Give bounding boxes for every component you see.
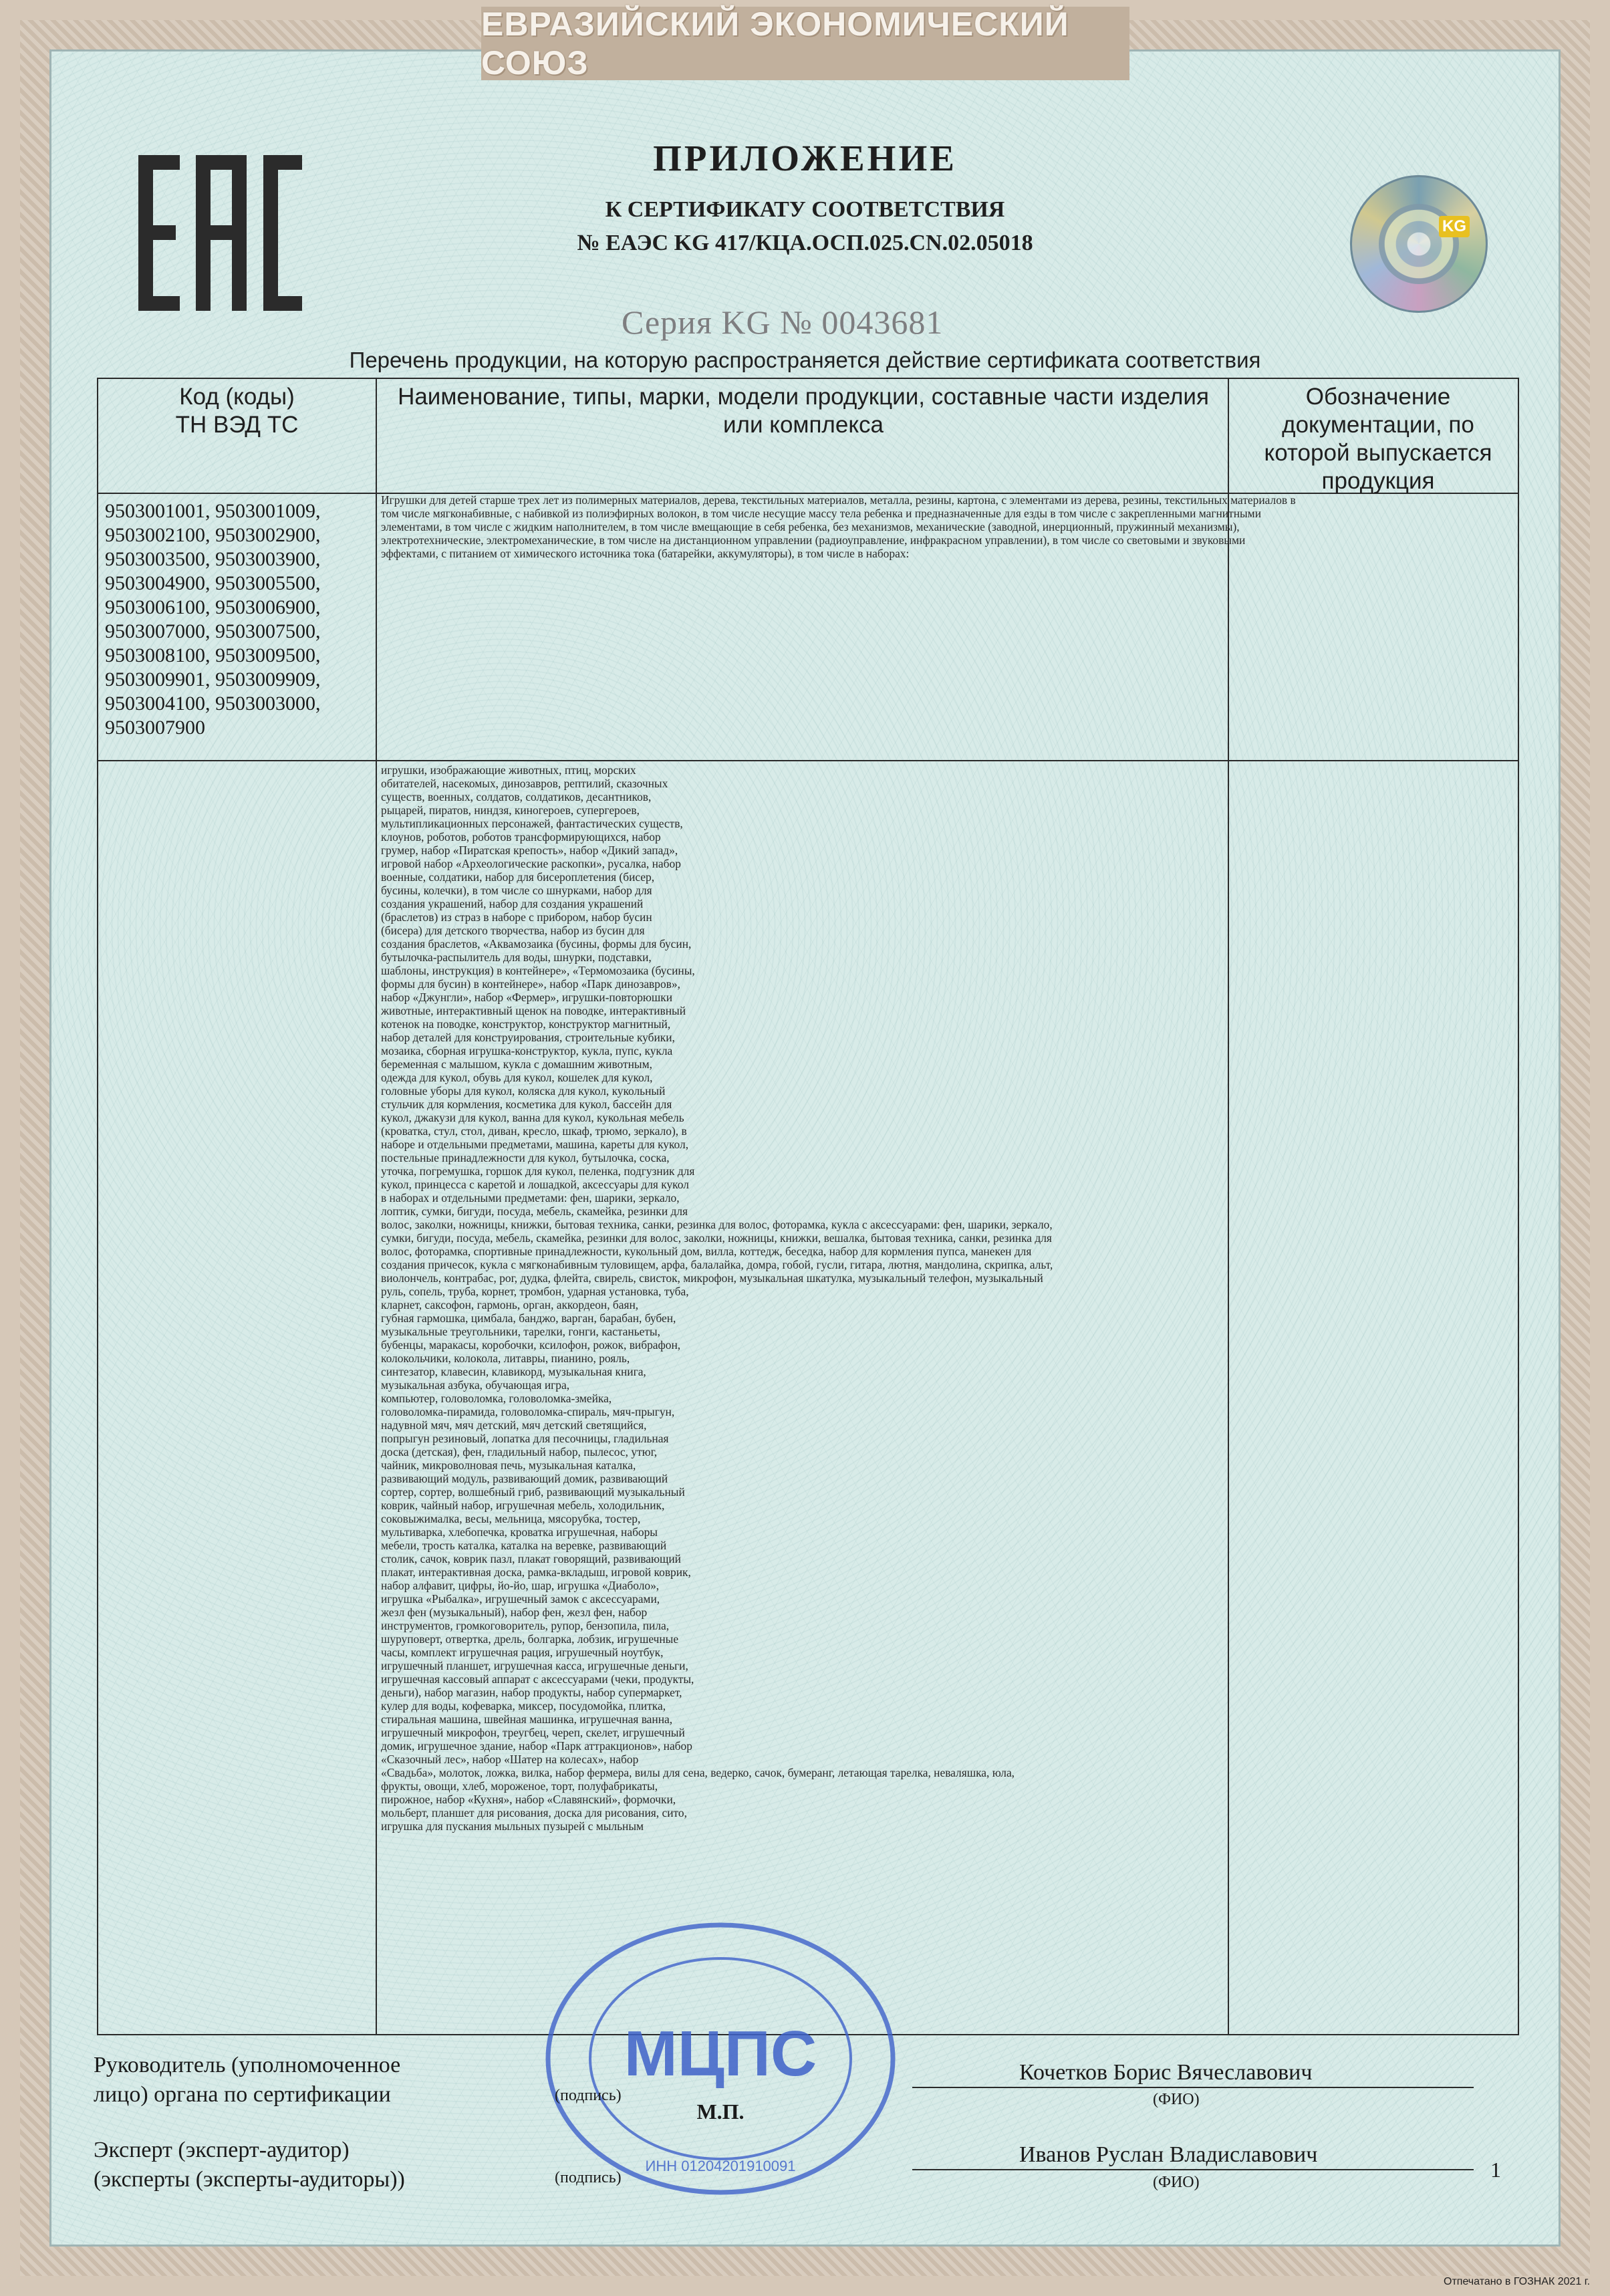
product-list-line: игрушечный микрофон, треугбец, череп, скелет, игрушечный <box>381 1726 685 1739</box>
hologram-badge: KG <box>1439 216 1470 237</box>
expert-name: Иванов Руслан Владиславович <box>1019 2142 1318 2167</box>
product-list-line: виолончель, контрабас, рог, дудка, флейта, свирель, свисток, микрофон, музыкальная шкатулка, музыкальный телефон, музыкальный <box>381 1271 1043 1285</box>
product-list-line: бусины, колечки), в том числе со шнурками, набор для <box>381 884 652 897</box>
head-signature-label: Руководитель (уполномоченное лицо) органа по сертификации <box>94 2053 401 2107</box>
series-number: Серия KG № 0043681 <box>622 303 944 341</box>
expert-signature-label: Эксперт (эксперт-аудитор) (эксперты (эксперты-аудиторы)) <box>94 2138 405 2192</box>
product-list-line: существ, военных, солдатов, солдатиков, десантников, <box>381 790 652 803</box>
product-list-line: формы для бусин) в контейнере», набор «Парк динозавров», <box>381 977 680 991</box>
certificate-number: № ЕАЭС KG 417/КЦА.ОСП.025.CN.02.05018 <box>577 231 1033 255</box>
expert-name-line <box>912 2169 1474 2170</box>
product-list-line: клоунов, роботов, роботов трансформирующихся, набор <box>381 830 661 844</box>
product-list-line: сумки, бигуди, посуда, мебель, скамейка, резинки для волос, заколки, ножницы, книжки, вешалка, бытовая техника, санки, резинка для <box>381 1231 1052 1245</box>
product-list-line: рыцарей, пиратов, ниндзя, киногероев, супергероев, <box>381 803 640 817</box>
product-list-line: мольберт, планшет для рисования, доска для рисования, сито, <box>381 1806 687 1819</box>
expert-fio-caption: (ФИО) <box>1153 2174 1200 2191</box>
union-banner-text: ЕВРАЗИЙСКИЙ ЭКОНОМИЧЕСКИЙ СОЮЗ <box>481 5 1069 82</box>
product-list-line: кукол, джакузи для кукол, ванна для кукол, кукольная мебель <box>381 1111 684 1124</box>
document-title: ПРИЛОЖЕНИЕ <box>653 138 957 178</box>
product-list-line: бубенцы, маракасы, коробочки, ксилофон, рожок, вибрафон, <box>381 1338 681 1352</box>
page-number: 1 <box>1490 2158 1501 2182</box>
product-list-line: (кроватка, стул, стол, диван, кресло, шкаф, трюмо, зеркало), в <box>381 1124 687 1138</box>
product-list-line: надувной мяч, мяч детский, мяч детский светящийся, <box>381 1418 647 1432</box>
product-list-line: фрукты, овощи, хлеб, мороженое, торт, полуфабрикаты, <box>381 1779 658 1793</box>
product-description-list <box>381 763 1287 1833</box>
product-list-line: кларнет, саксофон, гармонь, орган, аккордеон, баян, <box>381 1298 639 1311</box>
product-list-line: попрыгун резиновый, лопатка для песочницы, гладильная <box>381 1432 669 1445</box>
products-table <box>97 378 1519 2035</box>
product-list-line: создания браслетов, «Аквамозаика (бусины, формы для бусин, <box>381 937 692 950</box>
product-list-line: военные, солдатики, набор для бисероплетения (бисер, <box>381 870 655 884</box>
product-list-line: одежда для кукол, обувь для кукол, кошелек для кукол, <box>381 1071 653 1084</box>
product-list-line: животные, интерактивный щенок на поводке, интерактивный <box>381 1004 686 1017</box>
product-list-line: игрушка «Рыбалка», игрушечный замок с аксессуарами, <box>381 1592 660 1606</box>
product-list-line: игрушки, изображающие животных, птиц, морских <box>381 763 636 777</box>
certificate-line-1: К СЕРТИФИКАТУ СООТВЕТСТВИЯ <box>605 197 1005 222</box>
product-list-line: пирожное, набор «Кухня», набор «Славянский», формочки, <box>381 1793 676 1806</box>
product-list-line: игрушка для пускания мыльных пузырей с мыльным <box>381 1819 644 1833</box>
product-list-line: развивающий модуль, развивающий домик, развивающий <box>381 1472 668 1485</box>
col-header-code: Код (коды) ТН ВЭД ТС <box>175 384 299 438</box>
product-list-line: набор алфавит, цифры, йо-йо, шар, игрушка «Диаболо», <box>381 1579 660 1592</box>
product-list-line: головные уборы для кукол, коляска для кукол, кукольный <box>381 1084 666 1098</box>
product-list-line: игрушечный планшет, игрушечная касса, игрушечные деньги, <box>381 1659 688 1672</box>
product-list-line: жезл фен (музыкальный), набор фен, жезл фен, набор <box>381 1606 648 1619</box>
product-list-line: котенок на поводке, конструктор, конструктор магнитный, <box>381 1017 671 1031</box>
product-list-line: создания украшений, набор для создания украшений <box>381 897 644 910</box>
product-list-line: игрушечная кассовый аппарат с аксессуарами (чеки, продукты, <box>381 1672 694 1686</box>
product-list-line: мультипликационных персонажей, фантастических существ, <box>381 817 683 830</box>
product-list-line: коврик, чайный набор, игрушечная мебель, холодильник, <box>381 1499 665 1512</box>
col-header-name: Наименование, типы, марки, модели продукции, составные части изделия или комплекса <box>398 384 1209 438</box>
product-list-line: наборе и отдельными предметами, машина, кареты для кукол, <box>381 1138 689 1151</box>
head-signature-caption: (подпись) <box>555 2087 622 2104</box>
product-list-line: деньги), набор магазин, набор продукты, набор супермаркет, <box>381 1686 682 1699</box>
product-list-line: соковыжималка, весы, мельница, мясорубка, тостер, <box>381 1512 641 1525</box>
product-list-line: игровой набор «Археологические раскопки», русалка, набор <box>381 857 681 870</box>
product-list-line: мебели, трость каталка, каталка на веревке, развивающий <box>381 1539 667 1552</box>
product-list-line: стиральная машина, швейная машинка, игрушечная ванна, <box>381 1712 673 1726</box>
product-list-line: беременная с малышом, кукла с домашним животным, <box>381 1057 652 1071</box>
product-list-line: домик, игрушечное здание, набор «Парк аттракционов», набор <box>381 1739 692 1753</box>
product-list-line: создания причесок, кукла с мягконабивным туловищем, арфа, балалайка, домра, гобой, гусли, гитара, лютня, мандолина, скрипка, альт, <box>381 1258 1053 1271</box>
product-list-line: сортер, сортер, волшебный гриб, развивающий музыкальный <box>381 1485 685 1499</box>
product-list-line: (браслетов) из страз в наборе с прибором, набор бусин <box>381 910 652 924</box>
head-name-line <box>912 2087 1474 2088</box>
product-list-line: головоломка-пирамида, головоломка-спираль, мяч-прыгун, <box>381 1405 675 1418</box>
product-list-line: «Сказочный лес», набор «Шатер на колесах», набор <box>381 1753 639 1766</box>
product-list-line: уточка, погремушка, горшок для кукол, пеленка, подгузник для <box>381 1164 695 1178</box>
product-list-line: мультиварка, хлебопечка, кроватка игрушечная, наборы <box>381 1525 658 1539</box>
union-banner <box>481 7 1129 80</box>
product-list-line: инструментов, громкоговоритель, рупор, бензопила, пила, <box>381 1619 670 1632</box>
product-list-line: шуруповерт, отвертка, дрель, болгарка, лобзик, игрушечные <box>381 1632 679 1646</box>
product-list-line: губная гармошка, цимбала, банджо, варган, барабан, бубен, <box>381 1311 676 1325</box>
product-list-line: бутылочка-распылитель для воды, шнурки, подставки, <box>381 950 652 964</box>
product-list-line: набор «Джунгли», набор «Фермер», игрушки-повторюшки <box>381 991 673 1004</box>
product-list-line: компьютер, головоломка, головоломка-змейка, <box>381 1392 612 1405</box>
seal-center-text: МЦПС <box>624 2018 817 2089</box>
product-list-line: стульчик для кормления, косметика для кукол, бассейн для <box>381 1098 672 1111</box>
product-list-line: шаблоны, инструкция) в контейнере», «Термомозаика (бусины, <box>381 964 695 977</box>
product-list-line: музыкальная азбука, обучающая игра, <box>381 1378 570 1392</box>
product-list-line: кулер для воды, кофеварка, миксер, посудомойка, плитка, <box>381 1699 666 1712</box>
product-list-line: столик, сачок, коврик пазл, плакат говорящий, развивающий <box>381 1552 681 1565</box>
product-list-line: грумер, набор «Пиратская крепость», набор «Дикий запад», <box>381 844 678 857</box>
product-list-line: обитателей, насекомых, динозавров, рептилий, сказочных <box>381 777 668 790</box>
product-list-line: доска (детская), фен, гладильный набор, пылесос, утюг, <box>381 1445 658 1458</box>
table-row-divider <box>98 760 1518 761</box>
product-list-line: волос, заколки, ножницы, книжки, бытовая техника, санки, резинка для волос, фоторамка, кукла с аксессуарами: фен, шарики, зеркало, <box>381 1218 1053 1231</box>
product-list-line: плакат, интерактивная доска, рамка-вкладыш, игровой коврик, <box>381 1565 691 1579</box>
product-list-line: постельные принадлежности для кукол, бутылочка, соска, <box>381 1151 670 1164</box>
head-name: Кочетков Борис Вячеславович <box>1019 2060 1313 2085</box>
seal-inn-text: ИНН 01204201910091 <box>645 2158 796 2174</box>
product-list-line: в наборах и отдельными предметами: фен, шарики, зеркало, <box>381 1191 680 1204</box>
product-list-line: музыкальные треугольники, тарелки, гонги, кастаньеты, <box>381 1325 660 1338</box>
product-list-line: руль, сопель, труба, корнет, тромбон, ударная установка, туба, <box>381 1285 689 1298</box>
expert-signature-caption: (подпись) <box>555 2169 622 2186</box>
head-fio-caption: (ФИО) <box>1153 2091 1200 2108</box>
product-list-line: «Свадьба», молоток, ложка, вилка, набор фермера, вилы для сена, ведерко, сачок, бумеранг, летающая тарелка, неваляшка, юла, <box>381 1766 1015 1779</box>
product-list-line: мозаика, сборная игрушка-конструктор, кукла, пупс, кукла <box>381 1044 673 1057</box>
products-list-subtitle: Перечень продукции, на которую распространяется действие сертификата соответствия <box>349 348 1261 372</box>
product-list-line: (бисера) для детского творчества, набор из бусин для <box>381 924 645 937</box>
product-list-line: колокольчики, колокола, литавры, пианино, рояль, <box>381 1352 630 1365</box>
product-list-line: кукол, принцесса с каретой и лошадкой, аксессуары для кукол <box>381 1178 689 1191</box>
product-list-line: волос, фоторамка, спортивные принадлежности, кукольный дом, вилла, коттедж, беседка, набор для кормления пупса, манекен для <box>381 1245 1032 1258</box>
product-list-line: лоптик, сумки, бигуди, посуда, мебель, скамейка, резинки для <box>381 1204 688 1218</box>
product-description-main: Игрушки для детей старше трех лет из полимерных материалов, дерева, текстильных материалов, металла, резины, картона, с элементами из дерева, резины, текстильных материалов в том числе мягконабивные, с набивкой из полиэфирных волокон, в том числе несущие массу тела ребенка и предназначенные для езды в том числе с закрепленными магнитными элементами, в том числе с жидким наполнителем, в том числе вмещающие в себя ребенка, без механизмов, механические (заводной, инерционный, пружинный механизмы), электротехнические, электромеханические, в том числе на дистанционном управлении (радиоуправление, инфракрасном управлении), в том числе со световыми и звуковыми эффектами, с питанием от химического источника тока (батарейки, аккумуляторы), в том числе в наборах: <box>381 493 1296 560</box>
hs-codes: 9503001001, 9503001009, 9503002100, 9503002900, 9503003500, 9503003900, 9503004900, 9503005500, 9503006100, 9503006900, 9503007000, 9503007500, 9503008100, 9503009500, 9503009901, 9503009909, 9503004100, 9503003000, 9503007900 <box>105 500 321 739</box>
product-list-line: часы, комплект игрушечная рация, игрушечный ноутбук, <box>381 1646 664 1659</box>
organization-seal <box>543 1918 898 2199</box>
product-list-line: чайник, микроволновая печь, музыкальная каталка, <box>381 1458 636 1472</box>
seal-mp-text: М.П. <box>696 2099 745 2124</box>
col-header-docs: Обозначение документации, по которой выпускается продукция <box>1264 384 1492 494</box>
product-list-line: набор деталей для конструирования, строительные кубики, <box>381 1031 675 1044</box>
product-list-line: синтезатор, клавесин, клавикорд, музыкальная книга, <box>381 1365 646 1378</box>
printed-note: Отпечатано в ГОЗНАК 2021 г. <box>1444 2276 1591 2287</box>
